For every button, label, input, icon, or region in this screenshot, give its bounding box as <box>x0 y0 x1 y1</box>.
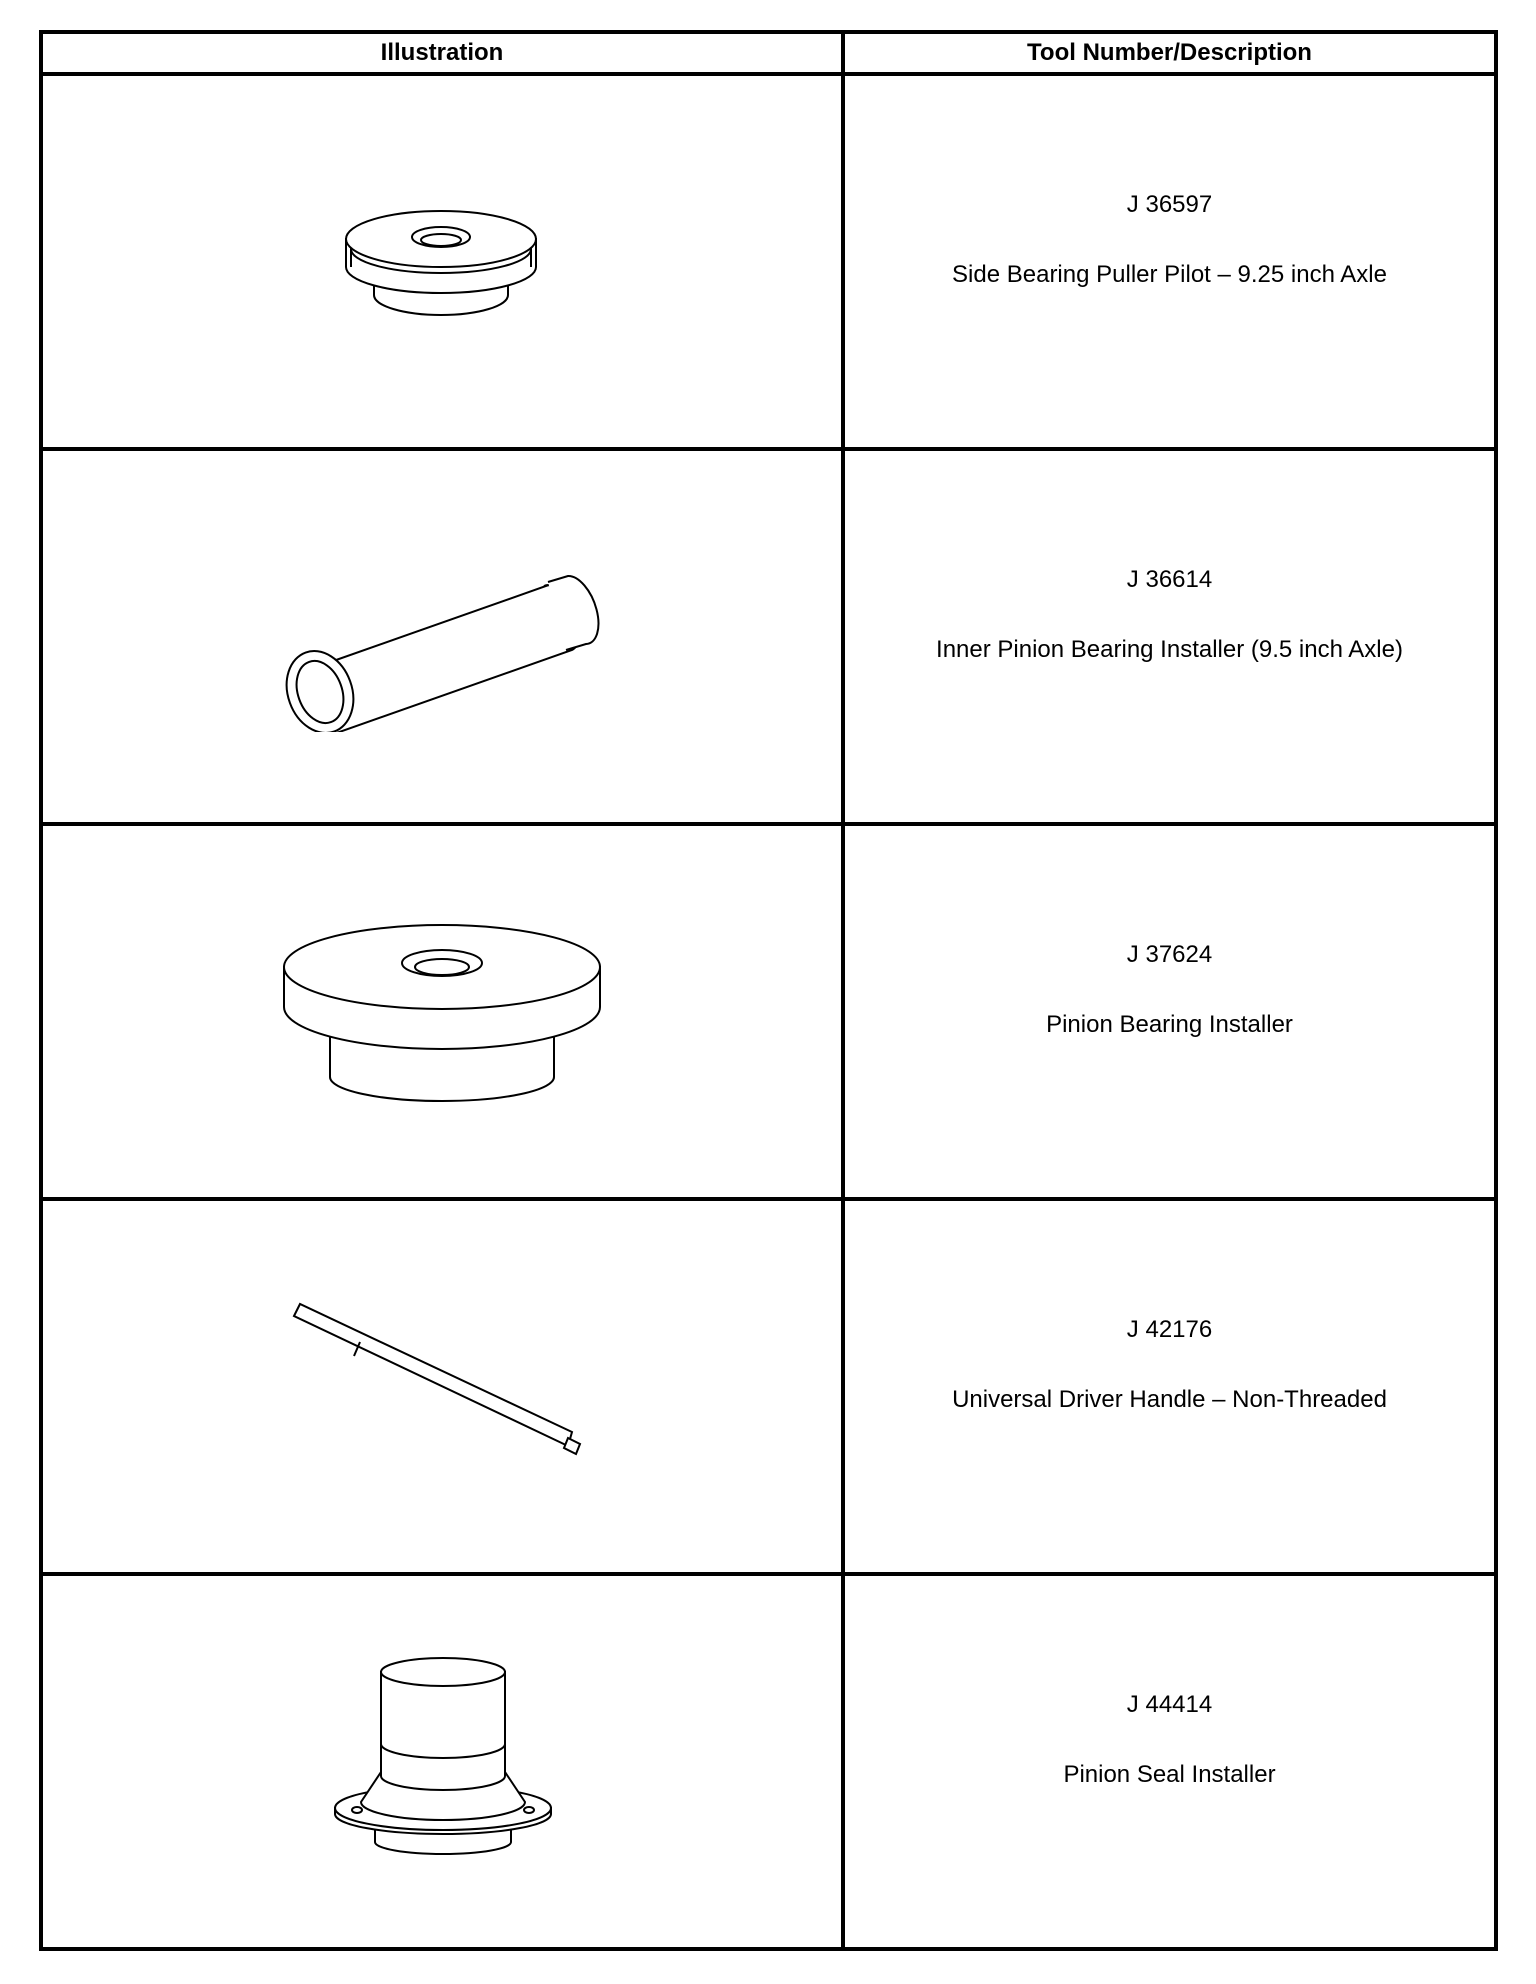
puller-pilot-icon <box>332 197 552 327</box>
description-cell <box>843 1574 1496 1949</box>
description-cell <box>843 74 1496 449</box>
tool-description: Inner Pinion Bearing Installer (9.5 inch Axle) <box>936 635 1403 663</box>
description-cell <box>843 824 1496 1199</box>
tool-description: Side Bearing Puller Pilot – 9.25 inch Axle <box>952 260 1387 288</box>
bearing-installer-icon <box>272 907 612 1117</box>
tool-number: J 44414 <box>1126 1690 1213 1718</box>
tool-description: Universal Driver Handle – Non-Threaded <box>952 1385 1387 1413</box>
tool-table <box>39 30 1498 1951</box>
illustration-cell <box>41 74 843 449</box>
header-illustration: Illustration <box>41 32 843 74</box>
table-row <box>41 74 1496 449</box>
tool-number: J 42176 <box>1126 1315 1213 1343</box>
tube-installer-icon <box>282 542 602 732</box>
illustration-cell <box>41 824 843 1199</box>
tool-number: J 36597 <box>1126 190 1213 218</box>
table-row <box>41 449 1496 824</box>
driver-handle-icon <box>282 1302 602 1472</box>
header-description: Tool Number/Description <box>843 32 1496 74</box>
table-row <box>41 824 1496 1199</box>
tool-number: J 36614 <box>1126 565 1213 593</box>
description-cell <box>843 1199 1496 1574</box>
table-row <box>41 1199 1496 1574</box>
tool-number: J 37624 <box>1126 940 1213 968</box>
illustration-cell <box>41 1574 843 1949</box>
illustration-cell <box>41 1199 843 1574</box>
description-cell <box>843 449 1496 824</box>
illustration-cell <box>41 449 843 824</box>
header-row <box>41 32 1496 74</box>
seal-installer-icon <box>327 1652 557 1872</box>
tool-description: Pinion Seal Installer <box>1063 1760 1276 1788</box>
table-row <box>41 1574 1496 1949</box>
tool-description: Pinion Bearing Installer <box>1046 1010 1293 1038</box>
